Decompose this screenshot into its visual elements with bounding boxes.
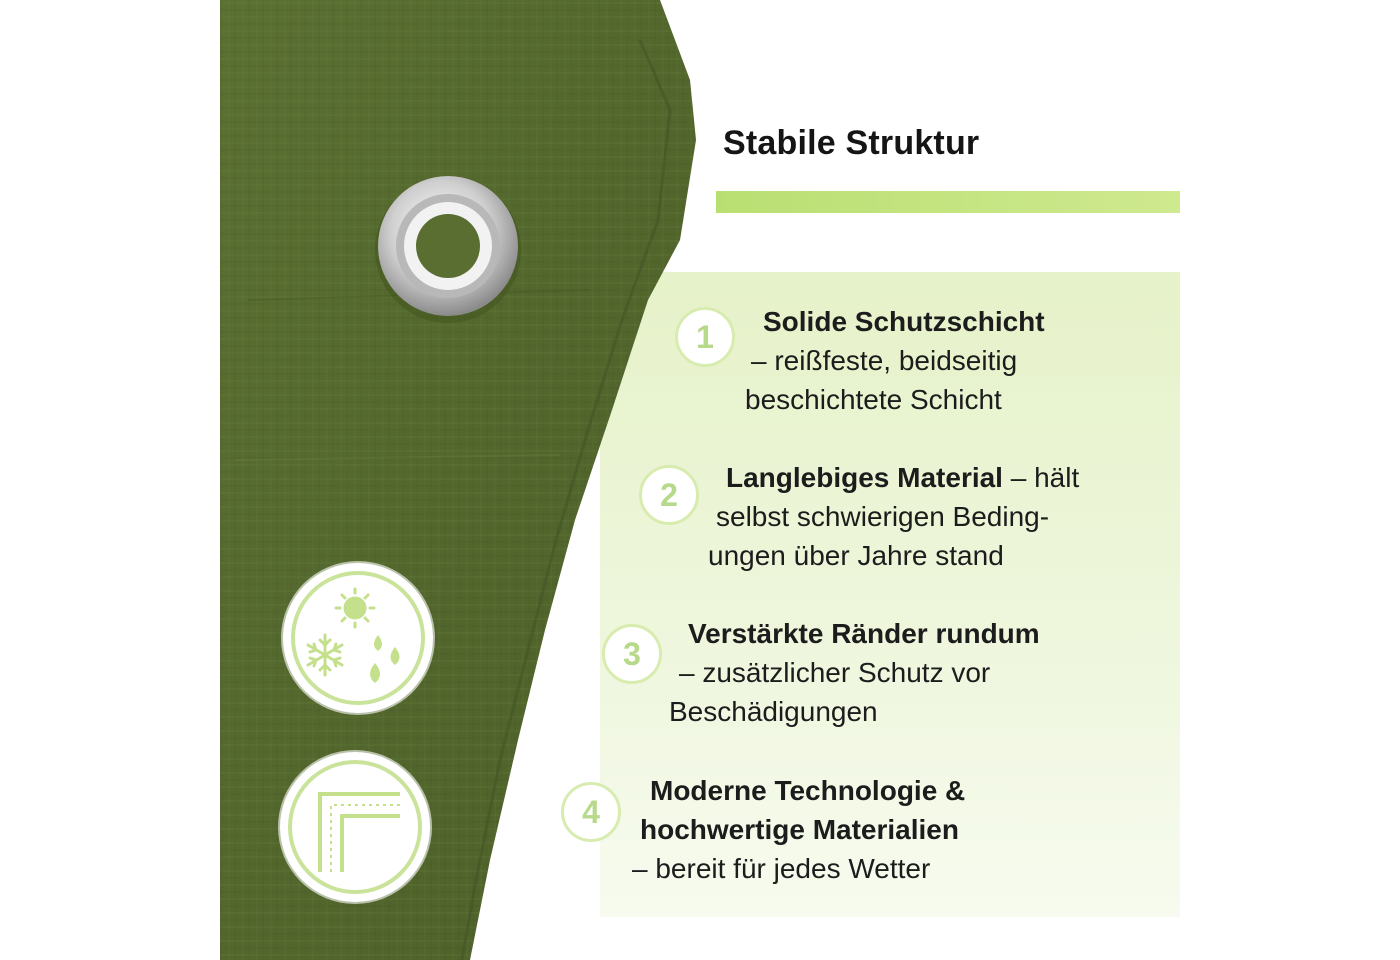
feature-3 xyxy=(669,614,1040,731)
feature-1-line-1: – reißfeste, beidseitig xyxy=(751,345,1018,376)
feature-3-line-2: Beschädigungen xyxy=(669,696,878,727)
feature-3-number: 3 xyxy=(602,624,662,684)
feature-2 xyxy=(708,458,1079,575)
feature-4 xyxy=(632,771,965,888)
reinforced-edge-icon xyxy=(280,752,430,902)
feature-4-number: 4 xyxy=(561,782,621,842)
feature-2-number: 2 xyxy=(639,465,699,525)
feature-1-number: 1 xyxy=(675,307,735,367)
feature-2-line-2: ungen über Jahre stand xyxy=(708,540,1004,571)
weather-badge xyxy=(283,563,433,713)
feature-2-title: Langlebiges Material xyxy=(726,462,1003,493)
feature-4-title-2: hochwertige Materialien xyxy=(640,814,959,845)
feature-3-title: Verstärkte Ränder rundum xyxy=(688,618,1040,649)
page-title: Stabile Struktur xyxy=(723,124,980,162)
heading-underline xyxy=(716,191,1180,213)
feature-2-title-suffix: – hält xyxy=(1002,462,1080,493)
grommet-icon xyxy=(375,176,521,323)
feature-1-line-2: beschichtete Schicht xyxy=(745,384,1002,415)
feature-2-line-1: selbst schwierigen Beding- xyxy=(716,501,1050,532)
feature-1-title: Solide Schutzschicht xyxy=(763,306,1045,337)
weather-icon xyxy=(283,563,433,713)
reinforced-edge-badge xyxy=(280,752,430,902)
feature-3-line-1: – zusätzlicher Schutz vor xyxy=(679,657,991,688)
feature-4-title: Moderne Technologie & xyxy=(650,775,966,806)
feature-1 xyxy=(745,302,1045,419)
feature-4-line-1: – bereit für jedes Wetter xyxy=(632,853,931,884)
